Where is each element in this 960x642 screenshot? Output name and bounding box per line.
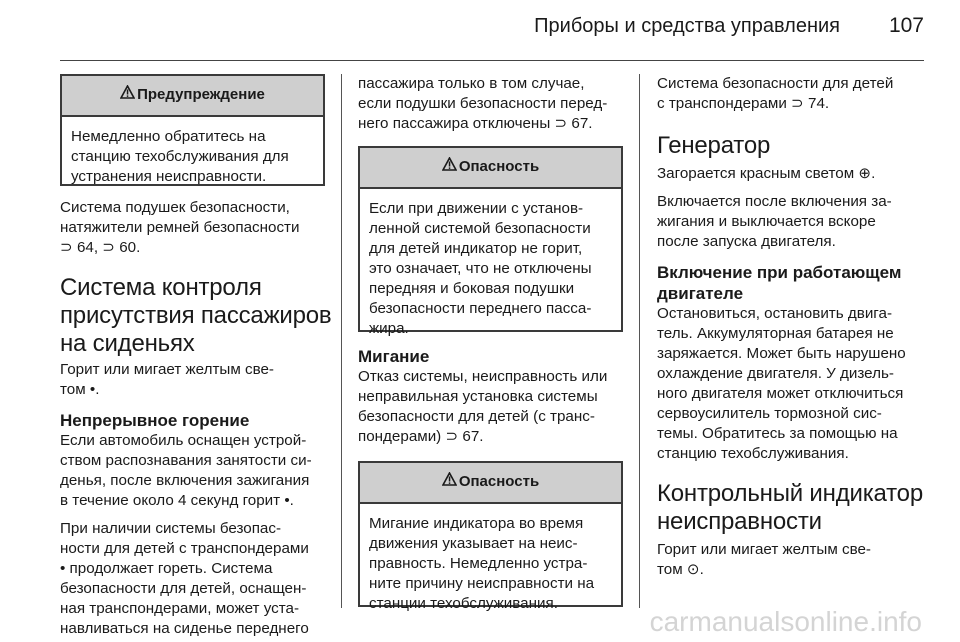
heading-line: двигателе — [657, 284, 744, 303]
engine-running-paragraph — [657, 304, 925, 464]
text-line: Горит или мигает желтым све- — [60, 361, 274, 378]
text-line: Мигание индикатора во время — [369, 515, 584, 532]
text-line: жира. — [369, 320, 409, 337]
text-line: Загорается красным светом ⊕. — [657, 165, 876, 182]
danger-box-title: Опасность — [458, 158, 540, 175]
indicator-description — [60, 360, 325, 400]
text-line: сервоусилитель тормозной сис- — [657, 405, 882, 422]
text-line: ните причину неисправности на — [369, 575, 595, 592]
text-line: правность. Немедленно устра- — [369, 555, 588, 572]
text-line: тель. Аккумуляторная батарея не — [657, 325, 894, 342]
blinking-paragraph — [358, 367, 623, 447]
danger-box-2 — [358, 461, 623, 612]
subheading-continuous: Непрерывное горение — [60, 411, 250, 430]
page-number: 107 — [888, 14, 924, 37]
text-line: в течение около 4 секунд горит •. — [60, 492, 294, 509]
watermark-text: carmanualsonline.info — [649, 606, 922, 637]
text-line: Если при движении с установ- — [369, 200, 584, 217]
text-line: пондерами) ⊃ 67. — [358, 428, 484, 445]
heading-line: Система контроля — [60, 274, 262, 301]
text-line: натяжители ремней безопасности — [60, 219, 300, 236]
column-divider-1 — [341, 74, 342, 608]
text-line: него пассажира отключены ⊃ 67. — [358, 115, 593, 132]
subheading-blinking: Мигание — [358, 347, 430, 366]
generator-light-description — [657, 164, 925, 184]
text-line: • продолжает гореть. Система — [60, 560, 273, 577]
heading-line: на сиденьях — [60, 330, 195, 357]
warning-triangle-icon — [442, 472, 457, 492]
header-rule — [60, 60, 924, 61]
text-line: пассажира только в том случае, — [358, 75, 585, 92]
column-2 — [358, 74, 623, 612]
text-line: заряжается. Может быть нарушено — [657, 345, 906, 362]
text-line: денья, после включения зажигания — [60, 472, 310, 489]
text-line: Горит или мигает желтым све- — [657, 541, 871, 558]
text-line: движения указывает на неис- — [369, 535, 578, 552]
page-header-title: Приборы и средства управления — [534, 15, 840, 37]
text-line: ная транспондерами, может уста- — [60, 600, 300, 617]
subheading-engine-running — [657, 262, 925, 304]
text-line: ством распознавания занятости си- — [60, 452, 312, 469]
malfunction-indicator-description — [657, 540, 925, 580]
text-line: после запуска двигателя. — [657, 233, 836, 250]
warning-triangle-icon — [442, 157, 457, 177]
text-line: безопасности переднего пасса- — [369, 300, 592, 317]
text-line: жигания и выключается вскоре — [657, 213, 876, 230]
text-line: ного двигателя может отключиться — [657, 385, 904, 402]
text-line: станцию техобслуживания для — [71, 148, 289, 165]
text-line: Система подушек безопасности, — [60, 199, 290, 216]
section-heading-malfunction-indicator — [657, 480, 925, 536]
column-1 — [60, 74, 332, 639]
text-line: Остановиться, остановить двига- — [657, 305, 893, 322]
child-seat-reference — [657, 74, 925, 114]
text-line: Если автомобиль оснащен устрой- — [60, 432, 307, 449]
text-line: передняя и боковая подушки — [369, 280, 575, 297]
warning-box-body — [62, 117, 323, 195]
text-line: ⊃ 64, ⊃ 60. — [60, 239, 141, 256]
text-line: станцию техобслуживания. — [657, 445, 849, 462]
text-line: если подушки безопасности перед- — [358, 95, 608, 112]
continuous-paragraph — [60, 431, 325, 511]
section-heading-passenger-detection — [60, 274, 332, 358]
text-line: Отказ системы, неисправность или — [358, 368, 608, 385]
text-line: Включается после включения за- — [657, 193, 892, 210]
text-line: Система безопасности для детей — [657, 75, 894, 92]
text-line: с транспондерами ⊃ 74. — [657, 95, 830, 112]
text-line: безопасности для детей, оснащен- — [60, 580, 307, 597]
text-line: ленной системой безопасности — [369, 220, 591, 237]
text-line: ности для детей с транспондерами — [60, 540, 309, 557]
heading-line: Включение при работающем — [657, 263, 902, 282]
danger-box-title: Опасность — [458, 473, 540, 490]
danger-box-1 — [358, 146, 623, 337]
text-line: том •. — [60, 381, 100, 398]
section-heading-generator: Генератор — [657, 132, 771, 159]
danger-box-header — [360, 463, 621, 504]
heading-line: присутствия пассажиров — [60, 302, 332, 329]
text-line: безопасности для детей (с транс- — [358, 408, 595, 425]
continuation-paragraph — [358, 74, 623, 134]
text-line: Немедленно обратитесь на — [71, 128, 266, 145]
danger-box-body — [360, 189, 621, 347]
text-line: станции техобслуживания. — [369, 595, 558, 612]
airbag-reference-paragraph — [60, 198, 325, 258]
text-line: том ⊙. — [657, 561, 704, 578]
column-divider-2 — [639, 74, 640, 608]
danger-box-body — [360, 504, 621, 622]
heading-line: Контрольный индикатор — [657, 480, 923, 507]
text-line: навливаться на сиденье переднего — [60, 620, 309, 637]
text-line: охлаждение двигателя. У дизель- — [657, 365, 894, 382]
warning-box-title: Предупреждение — [137, 86, 265, 103]
warning-box-header — [62, 76, 323, 117]
text-line: неправильная установка системы — [358, 388, 598, 405]
warning-box — [60, 74, 325, 186]
column-3 — [657, 74, 925, 580]
text-line: темы. Обратитесь за помощью на — [657, 425, 898, 442]
danger-box-header — [360, 148, 621, 189]
generator-behavior-paragraph — [657, 192, 925, 252]
text-line: это означает, что не отключены — [369, 260, 592, 277]
heading-line: неисправности — [657, 508, 822, 535]
watermark — [0, 606, 960, 638]
text-line: для детей индикатор не горит, — [369, 240, 583, 257]
warning-triangle-icon — [120, 85, 135, 105]
text-line: При наличии системы безопас- — [60, 520, 282, 537]
text-line: устранения неисправности. — [71, 168, 267, 185]
